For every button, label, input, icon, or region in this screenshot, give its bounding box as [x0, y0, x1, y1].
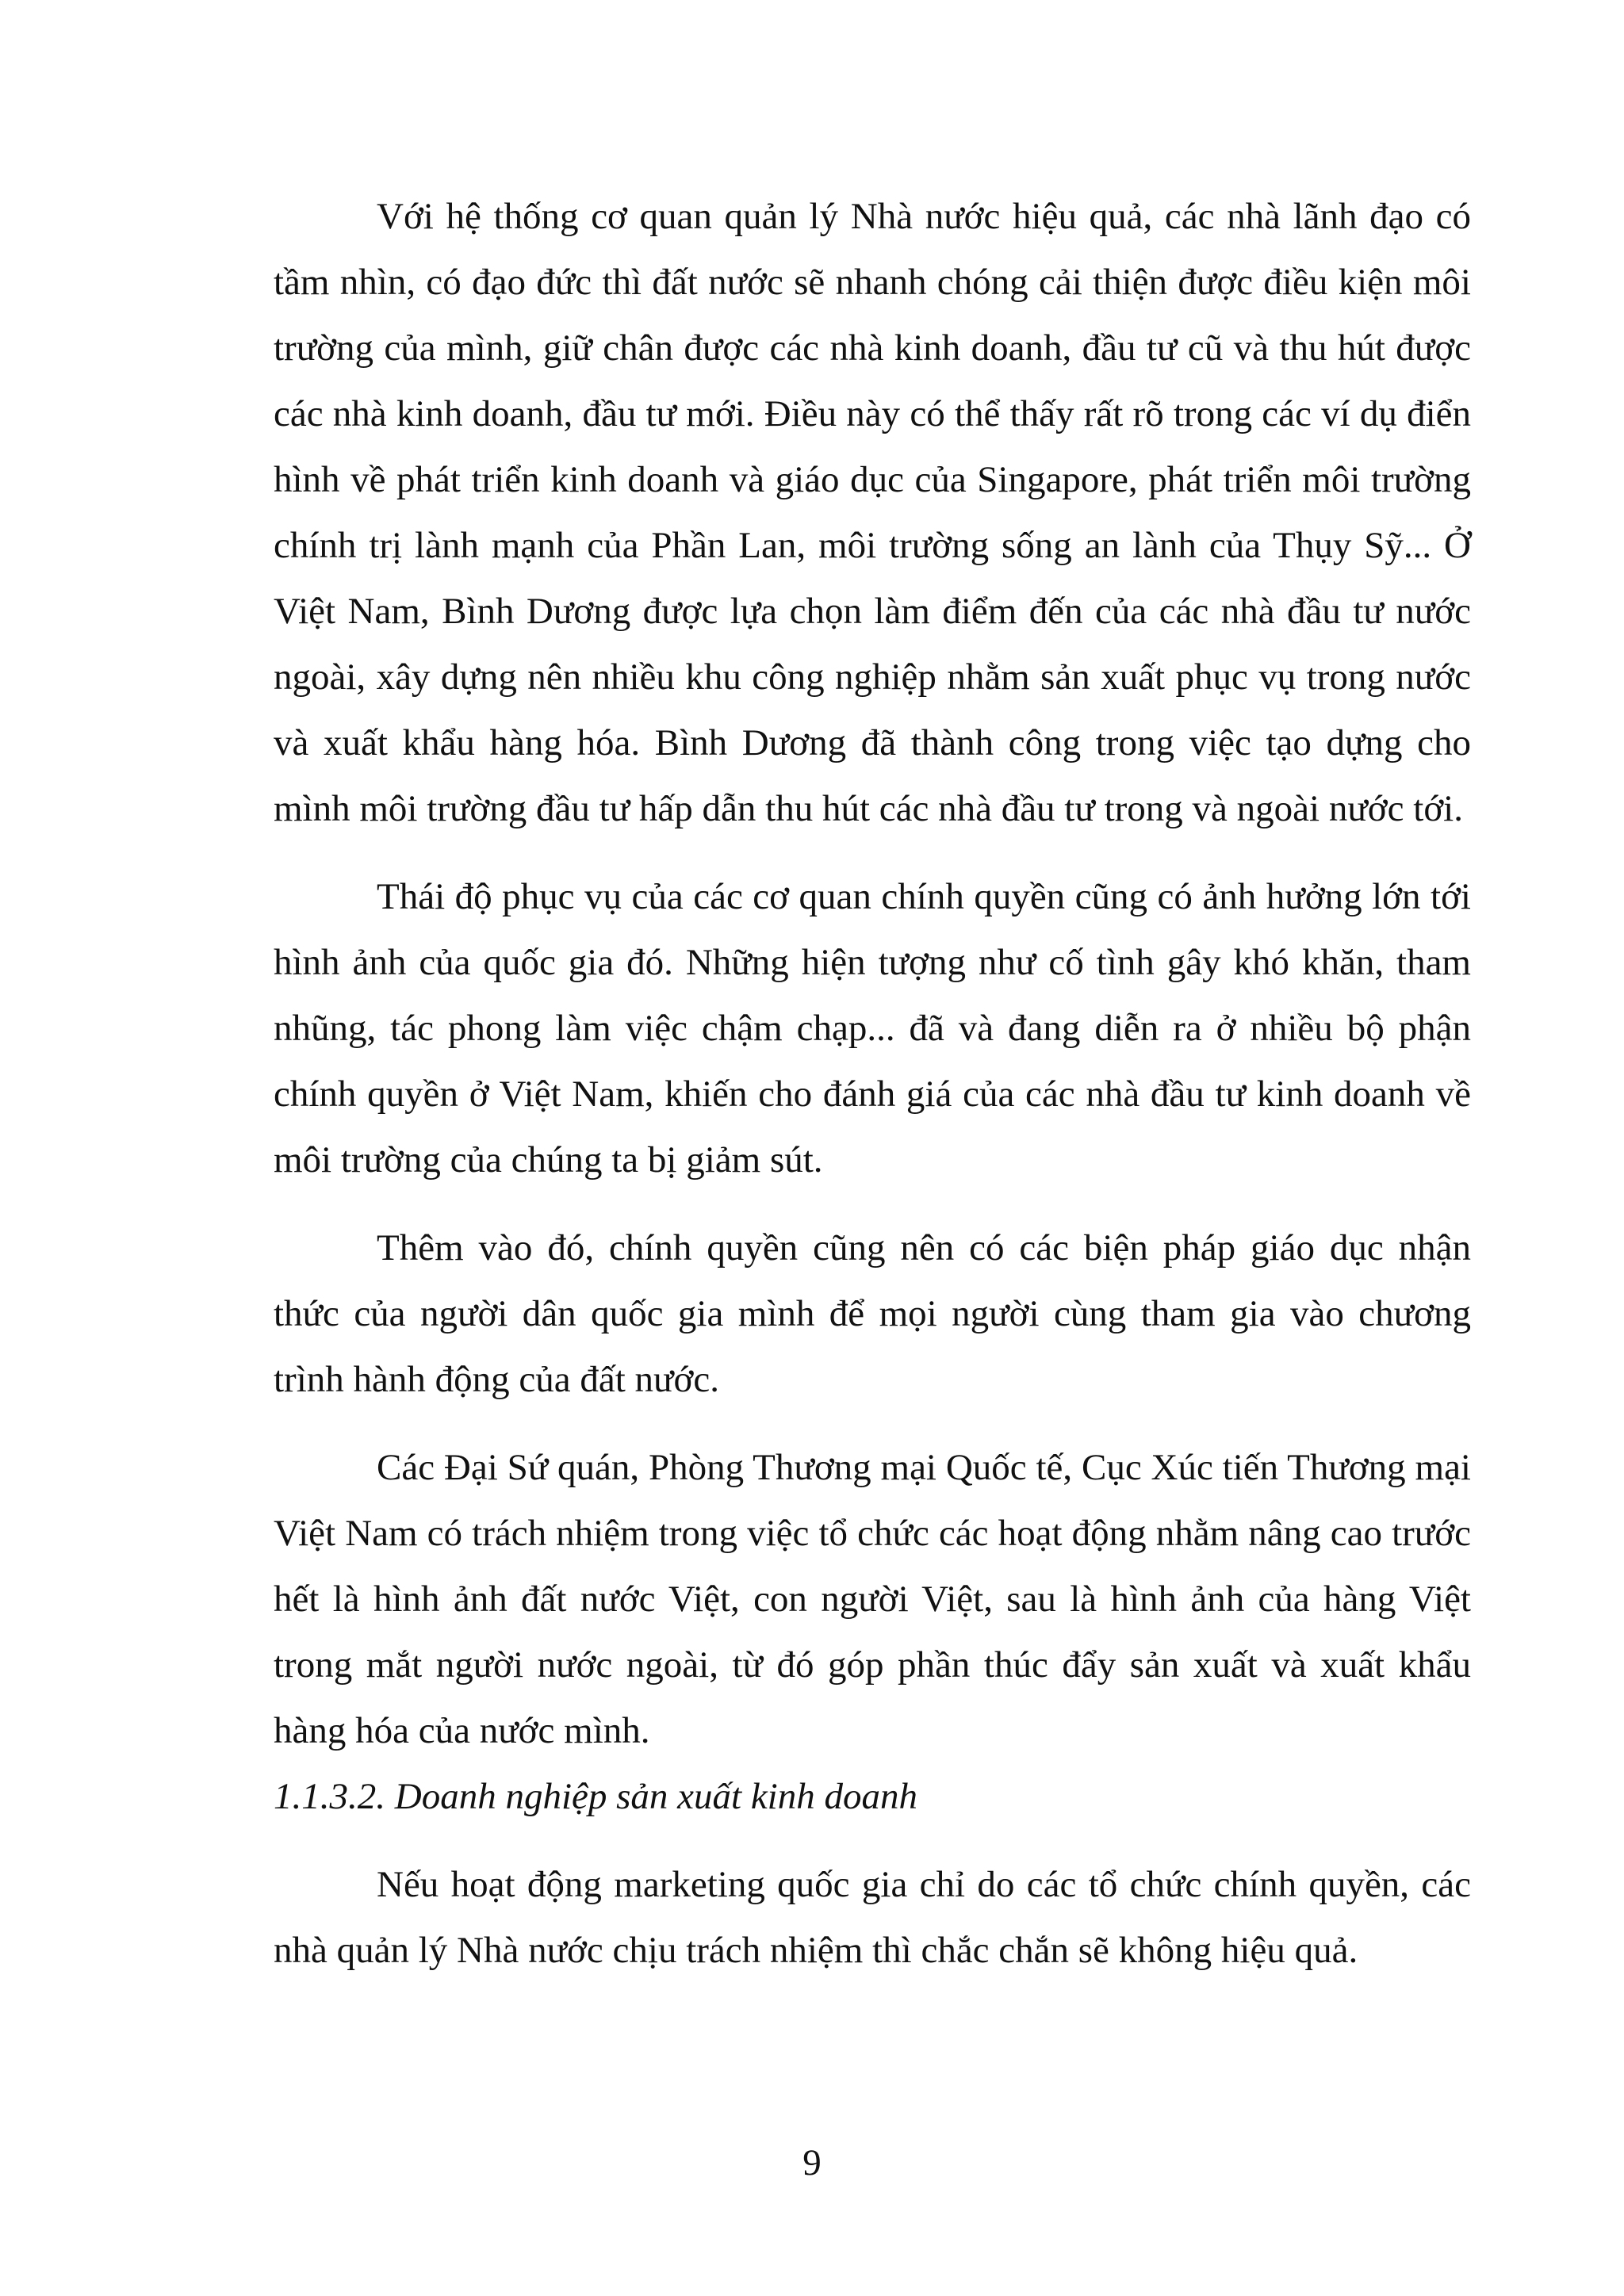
- paragraph-5: Nếu hoạt động marketing quốc gia chỉ do các tổ chức chính quyền, các nhà quản lý Nhà nước chịu trách nhiệm thì chắc chắn sẽ không hiệu quả.: [274, 1864, 1471, 1971]
- page-number: 9: [802, 2142, 822, 2183]
- paragraph-4: Các Đại Sứ quán, Phòng Thương mại Quốc tế, Cục Xúc tiến Thương mại Việt Nam có trách nhiệm trong việc tổ chức các hoạt động nhằm nâng cao trước hết là hình ảnh đất nước Việt, con người Việt, sau là hình ảnh của hàng Việt trong mắt người nước ngoài, từ đó góp phần thúc đẩy sản xuất và xuất khẩu hàng hóa của nước mình.: [274, 1447, 1471, 1751]
- section-heading: 1.1.3.2. Doanh nghiệp sản xuất kinh doanh: [274, 1776, 917, 1817]
- page-body: [274, 184, 1471, 1984]
- paragraph-3: Thêm vào đó, chính quyền cũng nên có các biện pháp giáo dục nhận thức của người dân quốc gia mình để mọi người cùng tham gia vào chương trình hành động của đất nước.: [274, 1227, 1471, 1400]
- paragraph-2: Thái độ phục vụ của các cơ quan chính quyền cũng có ảnh hưởng lớn tới hình ảnh của quốc gia đó. Những hiện tượng như cố tình gây khó khăn, tham nhũng, tác phong làm việc chậm chạp... đã và đang diễn ra ở nhiều bộ phận chính quyền ở Việt Nam, khiến cho đánh giá của các nhà đầu tư kinh doanh về môi trường của chúng ta bị giảm sút.: [274, 876, 1471, 1181]
- paragraph-1: Với hệ thống cơ quan quản lý Nhà nước hiệu quả, các nhà lãnh đạo có tầm nhìn, có đạo đức thì đất nước sẽ nhanh chóng cải thiện được điều kiện môi trường của mình, giữ chân được các nhà kinh doanh, đầu tư cũ và thu hút được các nhà kinh doanh, đầu tư mới. Điều này có thể thấy rất rõ trong các ví dụ điển hình về phát triển kinh doanh và giáo dục của Singapore, phát triển môi trường chính trị lành mạnh của Phần Lan, môi trường sống an lành của Thụy Sỹ... Ở Việt Nam, Bình Dương được lựa chọn làm điểm đến của các nhà đầu tư nước ngoài, xây dựng nên nhiều khu công nghiệp nhằm sản xuất phục vụ trong nước và xuất khẩu hàng hóa. Bình Dương đã thành công trong việc tạo dựng cho mình môi trường đầu tư hấp dẫn thu hút các nhà đầu tư trong và ngoài nước tới.: [274, 196, 1471, 829]
